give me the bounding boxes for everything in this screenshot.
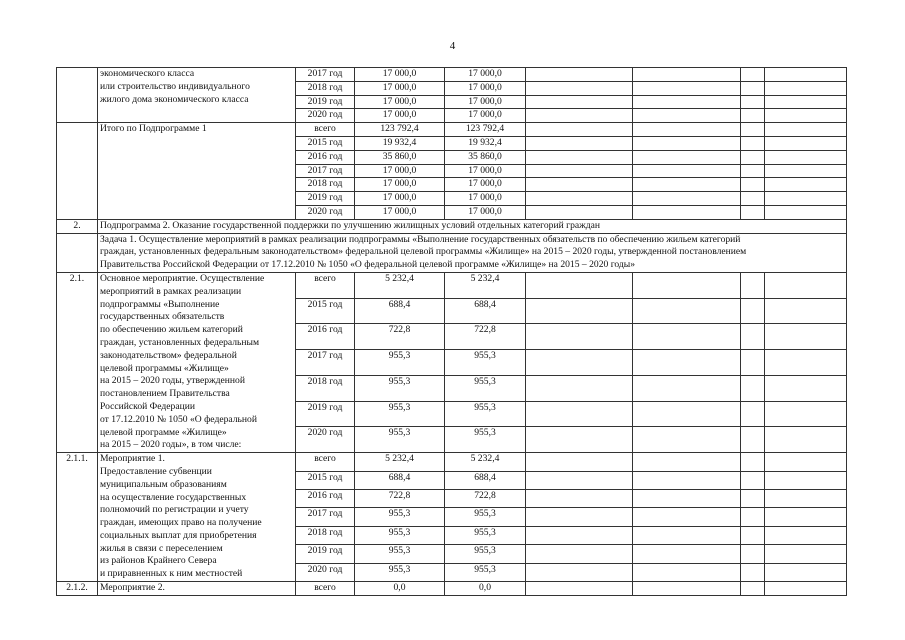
- item-description: [98, 272, 296, 452]
- empty-cell: [741, 109, 765, 123]
- empty-cell: [741, 582, 765, 596]
- empty-cell: [633, 164, 741, 178]
- period-cell: 2017 год: [296, 164, 355, 178]
- empty-cell: [741, 123, 765, 137]
- empty-cell: [633, 563, 741, 581]
- empty-cell: [765, 427, 847, 453]
- empty-cell: [633, 205, 741, 219]
- page-number: 4: [449, 40, 456, 52]
- amount-total: 688,4: [355, 298, 445, 324]
- amount-total: 123 792,4: [355, 123, 445, 137]
- empty-cell: [765, 526, 847, 544]
- empty-cell: [765, 68, 847, 82]
- amount-total: 722,8: [355, 324, 445, 350]
- amount-total: 955,3: [355, 526, 445, 544]
- description-line: по обеспечению жильем категорий: [100, 324, 243, 336]
- amount-budget: 955,3: [445, 401, 526, 427]
- description-line: социальных выплат для приобретения: [100, 529, 257, 541]
- empty-cell: [526, 192, 633, 206]
- empty-cell: [741, 526, 765, 544]
- empty-cell: [633, 272, 741, 298]
- amount-budget: 722,8: [445, 489, 526, 507]
- empty-cell: [741, 545, 765, 563]
- empty-cell: [741, 471, 765, 489]
- period-cell: 2019 год: [296, 401, 355, 427]
- period-cell: 2019 год: [296, 95, 355, 109]
- description-line: жилья в связи с переселением: [100, 542, 223, 554]
- empty-cell: [741, 453, 765, 471]
- empty-cell: [765, 508, 847, 526]
- item-description: [98, 582, 296, 596]
- empty-cell: [633, 298, 741, 324]
- empty-cell: [633, 109, 741, 123]
- empty-cell: [526, 150, 633, 164]
- description-line: целевой программы «Жилище»: [100, 362, 229, 374]
- empty-cell: [765, 471, 847, 489]
- period-cell: 2018 год: [296, 375, 355, 401]
- period-cell: 2018 год: [296, 81, 355, 95]
- empty-cell: [633, 95, 741, 109]
- amount-total: 19 932,4: [355, 136, 445, 150]
- empty-cell: [633, 192, 741, 206]
- empty-cell: [526, 563, 633, 581]
- table-row: [57, 582, 847, 596]
- amount-total: 17 000,0: [355, 205, 445, 219]
- empty-cell: [526, 136, 633, 150]
- empty-cell: [765, 375, 847, 401]
- period-cell: 2016 год: [296, 150, 355, 164]
- period-cell: 2015 год: [296, 471, 355, 489]
- period-cell: 2017 год: [296, 68, 355, 82]
- description-line: и приравненных к ним местностей: [100, 568, 243, 580]
- empty-cell: [526, 123, 633, 137]
- empty-cell: [765, 489, 847, 507]
- period-cell: всего: [296, 272, 355, 298]
- period-cell: 2020 год: [296, 563, 355, 581]
- subprogram-number: 2.: [57, 219, 98, 233]
- amount-budget: 955,3: [445, 375, 526, 401]
- empty-cell: [765, 563, 847, 581]
- empty-cell: [633, 81, 741, 95]
- empty-cell: [741, 508, 765, 526]
- empty-cell: [526, 164, 633, 178]
- amount-total: 722,8: [355, 489, 445, 507]
- amount-total: 5 232,4: [355, 453, 445, 471]
- empty-cell: [765, 350, 847, 376]
- amount-total: 17 000,0: [355, 68, 445, 82]
- empty-cell: [633, 150, 741, 164]
- description-line: Основное мероприятие. Осуществление: [100, 272, 265, 284]
- empty-cell: [633, 582, 741, 596]
- amount-total: 955,3: [355, 375, 445, 401]
- empty-cell: [765, 109, 847, 123]
- empty-cell: [765, 95, 847, 109]
- description-line: полномочий по регистрации и учету: [100, 504, 249, 516]
- empty-cell: [741, 272, 765, 298]
- empty-cell: [633, 178, 741, 192]
- description-line: подпрограммы «Выполнение: [100, 298, 220, 310]
- task-line: граждан, установленных федеральным законодательством» федеральной целевой программы «Жилище» на 2015 – 2020 годы, утвержденной постановлением: [100, 246, 747, 258]
- task-line: Задача 1. Осуществление мероприятий в рамках реализации подпрограммы «Выполнение государственных обязательств по обеспечению жильем категорий: [100, 233, 741, 245]
- table-body: [57, 68, 847, 596]
- amount-total: 955,3: [355, 545, 445, 563]
- table-row: [57, 68, 847, 82]
- period-cell: 2015 год: [296, 298, 355, 324]
- amount-budget: 5 232,4: [445, 272, 526, 298]
- amount-budget: 688,4: [445, 298, 526, 324]
- table-row: [57, 272, 847, 298]
- description-line: на 2015 – 2020 годы», в том числе:: [100, 439, 242, 451]
- amount-budget: 17 000,0: [445, 68, 526, 82]
- description-line: от 17.12.2010 № 1050 «О федеральной: [100, 413, 257, 425]
- empty-cell: [526, 298, 633, 324]
- empty-cell: [741, 489, 765, 507]
- empty-cell: [526, 427, 633, 453]
- amount-total: 17 000,0: [355, 178, 445, 192]
- empty-cell: [526, 582, 633, 596]
- period-cell: 2019 год: [296, 192, 355, 206]
- empty-cell: [765, 298, 847, 324]
- empty-cell: [765, 123, 847, 137]
- empty-cell: [633, 427, 741, 453]
- amount-total: 17 000,0: [355, 192, 445, 206]
- empty-cell: [526, 526, 633, 544]
- empty-cell: [526, 95, 633, 109]
- amount-total: 17 000,0: [355, 164, 445, 178]
- empty-cell: [526, 545, 633, 563]
- empty-cell: [741, 427, 765, 453]
- description-line: целевой программе «Жилище»: [100, 426, 227, 438]
- amount-budget: 955,3: [445, 545, 526, 563]
- amount-total: 17 000,0: [355, 95, 445, 109]
- empty-cell: [526, 471, 633, 489]
- item-number: 2.1.2.: [57, 582, 98, 596]
- amount-total: 955,3: [355, 427, 445, 453]
- description-line: или строительство индивидуального: [100, 80, 250, 92]
- empty-cell: [765, 81, 847, 95]
- amount-budget: 17 000,0: [445, 164, 526, 178]
- period-cell: 2016 год: [296, 489, 355, 507]
- task-row: [57, 233, 847, 272]
- empty-cell: [526, 489, 633, 507]
- description-line: законодательством» федеральной: [100, 349, 237, 361]
- description-line: Предоставление субвенции: [100, 465, 212, 477]
- empty-cell: [765, 164, 847, 178]
- empty-cell: [633, 545, 741, 563]
- empty-cell: [526, 178, 633, 192]
- amount-total: 688,4: [355, 471, 445, 489]
- amount-total: 955,3: [355, 401, 445, 427]
- description-line: на осуществление государственных: [100, 491, 247, 503]
- empty-cell: [633, 350, 741, 376]
- period-cell: 2016 год: [296, 324, 355, 350]
- amount-budget: 17 000,0: [445, 95, 526, 109]
- empty-cell: [633, 489, 741, 507]
- period-cell: 2018 год: [296, 178, 355, 192]
- description-line: Мероприятие 2.: [100, 582, 165, 594]
- empty-cell: [526, 81, 633, 95]
- amount-total: 0,0: [355, 582, 445, 596]
- empty-cell: [741, 205, 765, 219]
- empty-cell: [765, 324, 847, 350]
- period-cell: 2020 год: [296, 427, 355, 453]
- amount-budget: 19 932,4: [445, 136, 526, 150]
- description-line: граждан, установленных федеральным: [100, 336, 260, 348]
- empty-cell: [741, 81, 765, 95]
- empty-cell: [633, 68, 741, 82]
- amount-budget: 955,3: [445, 427, 526, 453]
- amount-budget: 955,3: [445, 508, 526, 526]
- empty-cell: [765, 178, 847, 192]
- amount-total: 17 000,0: [355, 81, 445, 95]
- empty-cell: [741, 401, 765, 427]
- empty-cell: [633, 324, 741, 350]
- empty-cell: [526, 453, 633, 471]
- description-line: на 2015 – 2020 годы, утвержденной: [100, 375, 245, 387]
- description-line: Российской Федерации: [100, 400, 195, 412]
- task-line: Правительства Российской Федерации от 17.12.2010 № 1050 «О федеральной целевой программе «Жилище» на 2015 – 2020 годы»: [100, 259, 636, 271]
- amount-budget: 17 000,0: [445, 178, 526, 192]
- amount-budget: 123 792,4: [445, 123, 526, 137]
- period-cell: всего: [296, 123, 355, 137]
- empty-cell: [765, 272, 847, 298]
- empty-cell: [633, 401, 741, 427]
- period-cell: 2015 год: [296, 136, 355, 150]
- item-number: 2.1.1.: [57, 453, 98, 582]
- empty-cell: [526, 350, 633, 376]
- amount-total: 5 232,4: [355, 272, 445, 298]
- item-description: [98, 68, 296, 123]
- description-line: мероприятий в рамках реализации: [100, 285, 242, 297]
- empty-cell: [741, 350, 765, 376]
- item-number: [57, 123, 98, 220]
- empty-cell: [765, 150, 847, 164]
- period-cell: 2017 год: [296, 350, 355, 376]
- amount-total: 955,3: [355, 508, 445, 526]
- empty-cell: [741, 298, 765, 324]
- item-number: 2.1.: [57, 272, 98, 452]
- subprogram-row: [57, 219, 847, 233]
- amount-budget: 688,4: [445, 471, 526, 489]
- budget-table: [56, 67, 847, 596]
- task-text: [98, 233, 847, 272]
- table-row: [57, 123, 847, 137]
- amount-budget: 722,8: [445, 324, 526, 350]
- empty-cell: [633, 136, 741, 150]
- period-cell: 2020 год: [296, 109, 355, 123]
- description-line: из районов Крайнего Севера: [100, 555, 217, 567]
- empty-cell: [741, 192, 765, 206]
- empty-cell: [526, 508, 633, 526]
- amount-budget: 17 000,0: [445, 81, 526, 95]
- empty-cell: [765, 453, 847, 471]
- amount-budget: 955,3: [445, 526, 526, 544]
- description-line: Итого по Подпрограмме 1: [100, 123, 207, 135]
- empty-cell: [741, 563, 765, 581]
- empty-cell: [633, 123, 741, 137]
- description-line: муниципальным образованиям: [100, 478, 227, 490]
- period-cell: всего: [296, 582, 355, 596]
- empty-cell: [765, 401, 847, 427]
- amount-total: 955,3: [355, 350, 445, 376]
- empty-cell: [633, 453, 741, 471]
- amount-budget: 5 232,4: [445, 453, 526, 471]
- empty-cell: [765, 545, 847, 563]
- description-line: жилого дома экономического класса: [100, 93, 249, 105]
- item-description: [98, 123, 296, 220]
- empty-cell: [526, 401, 633, 427]
- amount-budget: 17 000,0: [445, 192, 526, 206]
- description-line: граждан, имеющих право на получение: [100, 517, 262, 529]
- period-cell: 2020 год: [296, 205, 355, 219]
- empty-cell: [741, 178, 765, 192]
- description-line: государственных обязательств: [100, 311, 225, 323]
- empty-cell: [741, 68, 765, 82]
- amount-total: 35 860,0: [355, 150, 445, 164]
- amount-total: 17 000,0: [355, 109, 445, 123]
- empty-cell: [526, 324, 633, 350]
- empty-cell: [765, 136, 847, 150]
- amount-budget: 17 000,0: [445, 109, 526, 123]
- item-number: [57, 68, 98, 123]
- empty-cell: [526, 272, 633, 298]
- description-line: Мероприятие 1.: [100, 453, 165, 465]
- empty-cell: [633, 526, 741, 544]
- empty-cell: [526, 205, 633, 219]
- amount-budget: 955,3: [445, 563, 526, 581]
- empty-cell: [741, 164, 765, 178]
- empty-cell: [765, 192, 847, 206]
- empty-cell: [526, 375, 633, 401]
- empty-cell: [57, 233, 98, 272]
- empty-cell: [765, 582, 847, 596]
- amount-budget: 955,3: [445, 350, 526, 376]
- amount-budget: 17 000,0: [445, 205, 526, 219]
- empty-cell: [741, 150, 765, 164]
- empty-cell: [741, 324, 765, 350]
- empty-cell: [741, 136, 765, 150]
- empty-cell: [633, 471, 741, 489]
- empty-cell: [526, 68, 633, 82]
- empty-cell: [526, 109, 633, 123]
- table-row: [57, 453, 847, 471]
- period-cell: всего: [296, 453, 355, 471]
- period-cell: 2017 год: [296, 508, 355, 526]
- empty-cell: [741, 375, 765, 401]
- description-line: экономического класса: [100, 68, 195, 79]
- empty-cell: [741, 95, 765, 109]
- empty-cell: [633, 508, 741, 526]
- amount-total: 955,3: [355, 563, 445, 581]
- item-description: [98, 453, 296, 582]
- empty-cell: [765, 205, 847, 219]
- description-line: постановлением Правительства: [100, 388, 230, 400]
- amount-budget: 0,0: [445, 582, 526, 596]
- amount-budget: 35 860,0: [445, 150, 526, 164]
- subprogram-title: Подпрограмма 2. Оказание государственной поддержки по улучшению жилищных условий отдельных категорий граждан: [98, 219, 847, 233]
- empty-cell: [633, 375, 741, 401]
- period-cell: 2019 год: [296, 545, 355, 563]
- period-cell: 2018 год: [296, 526, 355, 544]
